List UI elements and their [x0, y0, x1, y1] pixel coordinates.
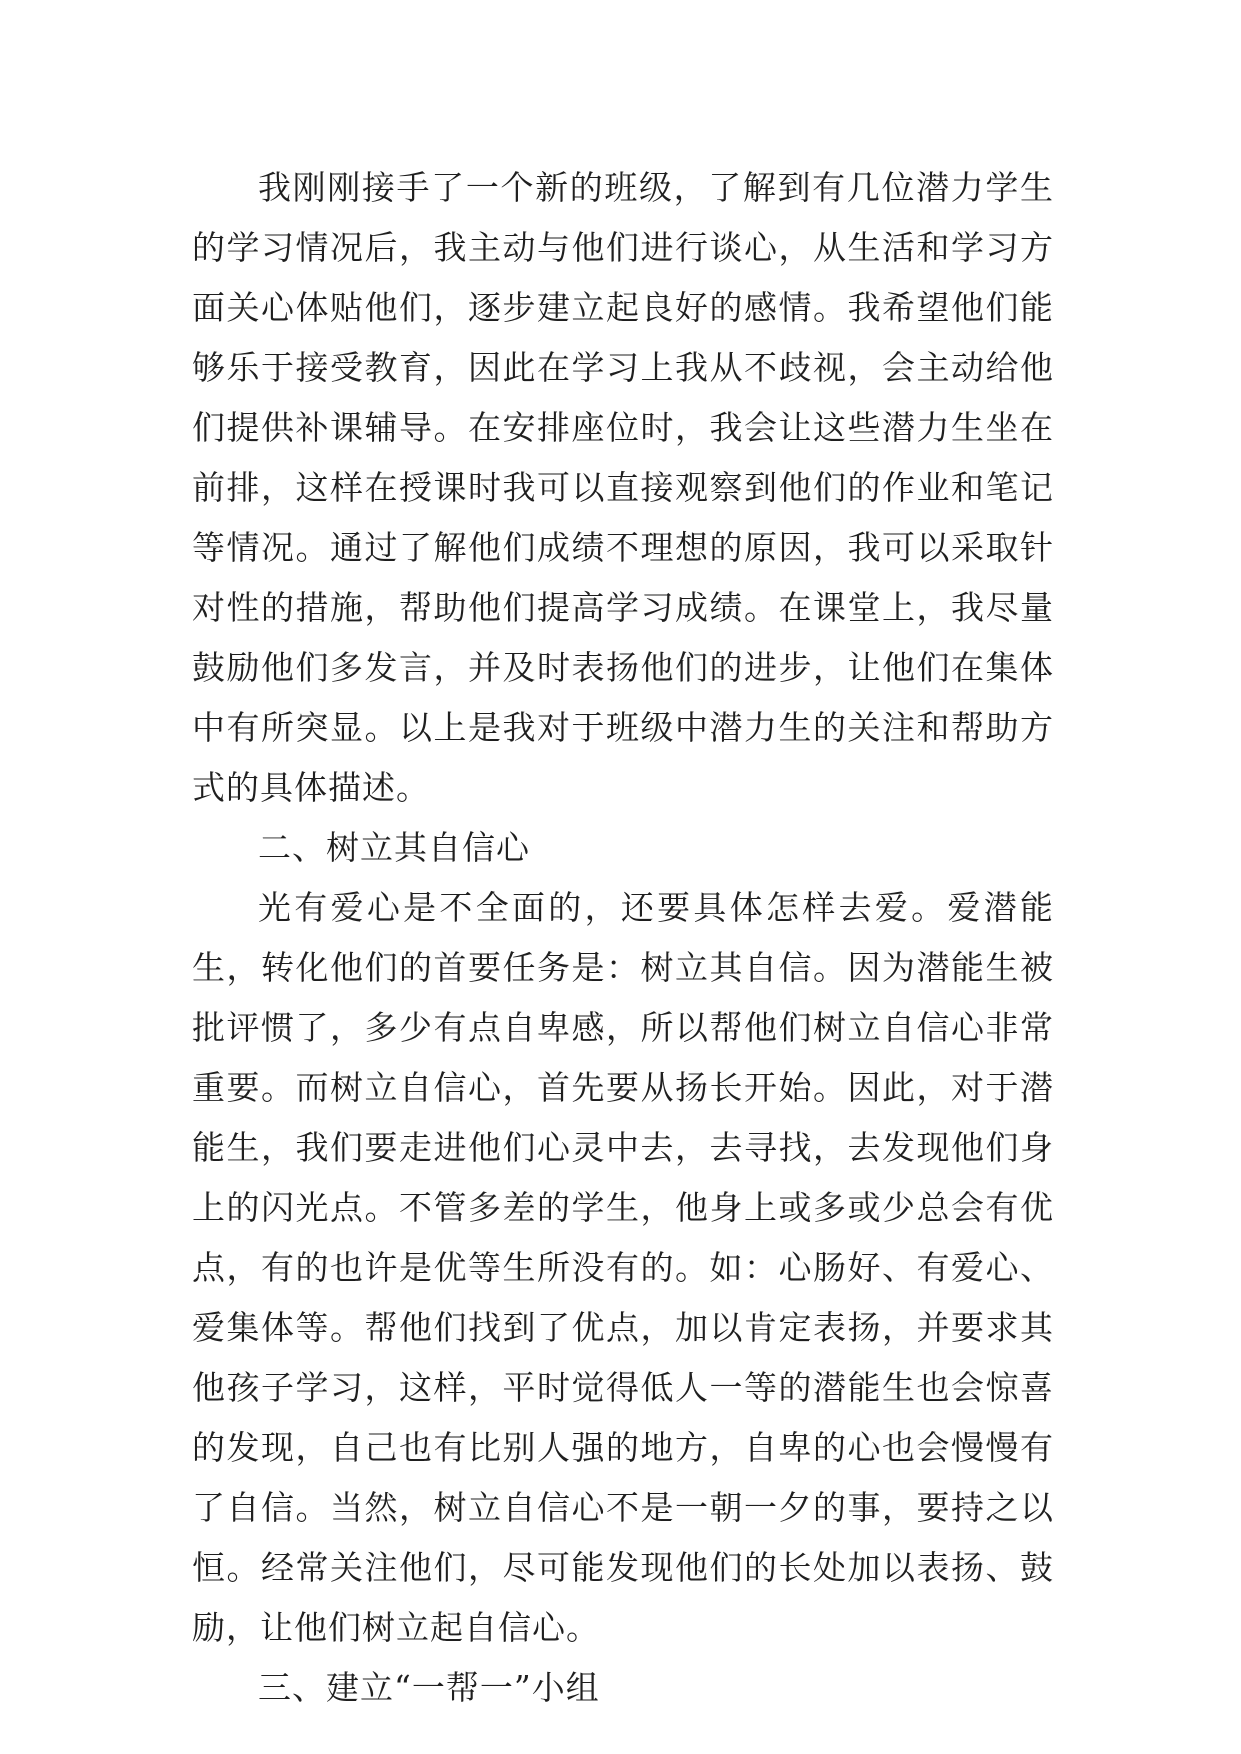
paragraph-attention-methods: 我刚刚接手了一个新的班级，了解到有几位潜力学生的学习情况后，我主动与他们进行谈心，从生活和学习方面关心体贴他们，逐步建立起良好的感情。我希望他们能够乐于接受教育，因此在学习上我从不歧视，会主动给他们提供补课辅导。在安排座位时，我会让这些潜力生坐在前排，这样在授课时我可以直接观察到他们的作业和笔记等情况。通过了解他们成绩不理想的原因，我可以采取针对性的措施，帮助他们提高学习成绩。在课堂上，我尽量鼓励他们多发言，并及时表扬他们的进步，让他们在集体中有所突显。以上是我对于班级中潜力生的关注和帮助方式的具体描述。 [192, 168, 1054, 807]
paragraph-build-confidence: 光有爱心是不全面的，还要具体怎样去爱。爱潜能生，转化他们的首要任务是：树立其自信。因为潜能生被批评惯了，多少有点自卑感，所以帮他们树立自信心非常重要。而树立自信心，首先要从扬长开始。因此，对于潜能生，我们要走进他们心灵中去，去寻找，去发现他们身上的闪光点。不管多差的学生，他身上或多或少总会有优点，有的也许是优等生所没有的。如：心肠好、有爱心、爱集体等。帮他们找到了优点，加以肯定表扬，并要求其他孩子学习，这样，平时觉得低人一等的潜能生也会惊喜的发现，自己也有比别人强的地方，自卑的心也会慢慢有了自信。当然，树立自信心不是一朝一夕的事，要持之以恒。经常关注他们，尽可能发现他们的长处加以表扬、鼓励，让他们树立起自信心。 [192, 888, 1054, 1647]
section-heading-pair-groups: 三、建立“一帮一”小组 [258, 1668, 600, 1707]
section-heading-confidence: 二、树立其自信心 [258, 828, 530, 867]
document-page [192, 158, 1054, 1718]
